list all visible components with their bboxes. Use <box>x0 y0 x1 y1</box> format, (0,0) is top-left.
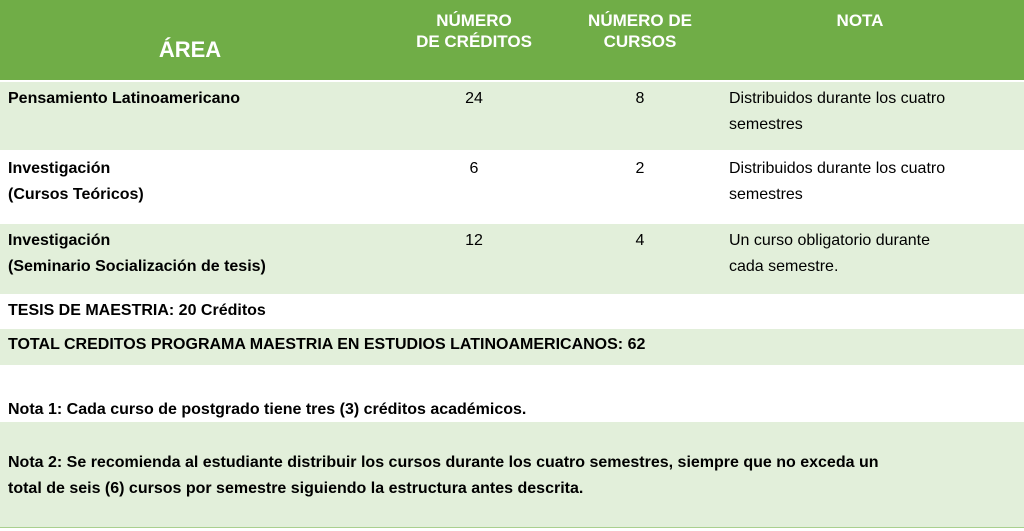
table-header <box>0 0 1024 80</box>
row-nota <box>729 228 1014 280</box>
nota2-line2: total de seis (6) cursos por semestre siguiendo la estructura antes descrita. <box>8 480 584 497</box>
header-nota-label: NOTA <box>836 11 884 30</box>
row-nota <box>729 156 1014 208</box>
row-nota-line2: semestres <box>729 116 803 133</box>
header-creditos-line2: DE CRÉDITOS <box>416 32 532 51</box>
tesis-text: TESIS DE MAESTRIA: 20 Créditos <box>8 302 266 319</box>
row-area <box>8 156 388 208</box>
row-area <box>8 228 388 280</box>
row-area-line1: Pensamiento Latinoamericano <box>8 90 241 107</box>
row-creditos: 24 <box>465 90 483 107</box>
total-text: TOTAL CREDITOS PROGRAMA MAESTRIA EN ESTUDIOS LATINOAMERICANOS: 62 <box>8 336 646 353</box>
nota1-text: Nota 1: Cada curso de postgrado tiene tres (3) créditos académicos. <box>8 401 527 418</box>
row-area-line2: (Cursos Teóricos) <box>8 186 144 203</box>
table-row <box>0 150 1024 222</box>
row-area-line1: Investigación <box>8 160 111 177</box>
header-area <box>0 36 380 64</box>
total-row <box>0 327 1024 365</box>
row-area-line1: Investigación <box>8 232 111 249</box>
nota2-line1: Nota 2: Se recomienda al estudiante distribuir los cursos durante los cuatro semestres, siempre que no exceda un <box>8 454 879 471</box>
header-creditos <box>404 10 544 52</box>
table-row <box>0 222 1024 294</box>
header-creditos-line1: NÚMERO <box>436 11 512 30</box>
row-nota-line1: Distribuidos durante los cuatro <box>729 160 946 177</box>
row-nota-line2: cada semestre. <box>729 258 839 275</box>
nota1-row <box>0 365 1024 420</box>
tesis-row <box>0 294 1024 327</box>
header-cursos-line1: NÚMERO DE <box>588 11 692 30</box>
nota2-text <box>8 450 1014 502</box>
table-row <box>0 80 1024 150</box>
nota2-row <box>0 420 1024 528</box>
row-cursos: 2 <box>635 160 645 177</box>
row-nota <box>729 86 1014 138</box>
row-area <box>8 86 388 112</box>
row-nota-line1: Un curso obligatorio durante <box>729 232 931 249</box>
header-cursos <box>570 10 710 52</box>
row-nota-line1: Distribuidos durante los cuatro <box>729 90 946 107</box>
row-area-line2: (Seminario Socialización de tesis) <box>8 258 266 275</box>
row-creditos: 6 <box>469 160 479 177</box>
row-cursos: 4 <box>635 232 645 249</box>
header-cursos-line2: CURSOS <box>603 32 677 51</box>
row-cursos: 8 <box>635 90 645 107</box>
header-area-label: ÁREA <box>158 37 222 62</box>
row-nota-line2: semestres <box>729 186 803 203</box>
header-nota <box>740 10 980 31</box>
row-creditos: 12 <box>465 232 483 249</box>
